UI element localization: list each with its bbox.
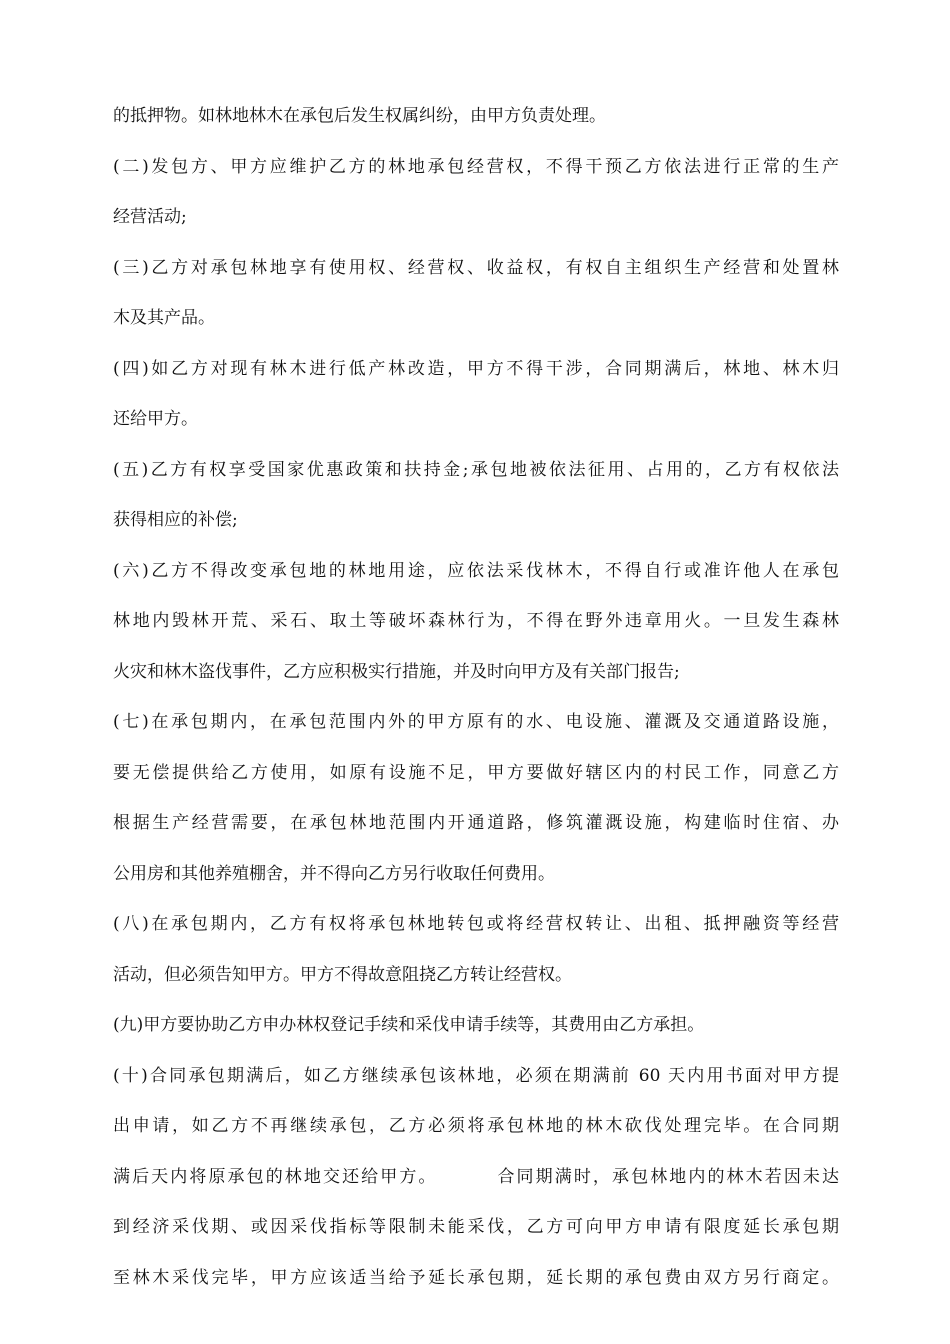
text-line: 满后天内将原承包的林地交还给甲方。 合同期满时，承包林地内的林木若因未达 (113, 1166, 839, 1187)
text-line: (八)在承包期内，乙方有权将承包林地转包或将经营权转让、出租、抵押融资等经营 (113, 914, 839, 934)
text-line: 活动，但必须告知甲方。甲方不得故意阻挠乙方转让经营权。 (113, 964, 572, 985)
text-line: (二)发包方、甲方应维护乙方的林地承包经营权，不得干预乙方依法进行正常的生产 (113, 156, 839, 177)
text-line: (五)乙方有权享受国家优惠政策和扶持金;承包地被依法征用、占用的，乙方有权依法 (113, 459, 839, 480)
text-line: 的抵押物。如林地林木在承包后发生权属纠纷，由甲方负责处理。 (113, 106, 606, 126)
text-line: (九)甲方要协助乙方申办林权登记手续和采伐申请手续等，其费用由乙方承担。 (113, 1015, 705, 1035)
text-line: (十)合同承包期满后，如乙方继续承包该林地，必须在期满前 60 天内用书面对甲方提 (113, 1065, 839, 1086)
text-line: 至林木采伐完毕，甲方应该适当给予延长承包期，延长期的承包费由双方另行商定。 (113, 1267, 839, 1288)
text-line: 火灾和林木盗伐事件，乙方应积极实行措施，并及时向甲方及有关部门报告; (113, 661, 680, 682)
text-line: (三)乙方对承包林地享有使用权、经营权、收益权，有权自主组织生产经营和处置林 (113, 257, 839, 278)
document-page (113, 91, 839, 1303)
text-line: 还给甲方。 (113, 409, 198, 429)
text-line: 公用房和其他养殖棚舍，并不得向乙方另行收取任何费用。 (113, 863, 555, 884)
text-line: 出申请，如乙方不再继续承包，乙方必须将承包林地的林木砍伐处理完毕。在合同期 (113, 1116, 839, 1136)
text-line: (六)乙方不得改变承包地的林地用途，应依法采伐林木，不得自行或准许他人在承包 (113, 560, 839, 581)
text-line: 根据生产经营需要，在承包林地范围内开通道路，修筑灌溉设施，构建临时住宿、办 (113, 813, 839, 833)
text-line: 木及其产品。 (113, 308, 215, 328)
text-line: 获得相应的补偿; (113, 510, 238, 530)
text-line: 经营活动; (113, 207, 187, 227)
text-line: (七)在承包期内，在承包范围内外的甲方原有的水、电设施、灌溉及交通道路设施， (113, 712, 839, 732)
text-line: (四)如乙方对现有林木进行低产林改造，甲方不得干涉，合同期满后，林地、林木归 (113, 358, 839, 379)
text-line: 要无偿提供给乙方使用，如原有设施不足，甲方要做好辖区内的村民工作，同意乙方 (113, 762, 839, 783)
text-line: 到经济采伐期、或因采伐指标等限制未能采伐，乙方可向甲方申请有限度延长承包期 (113, 1217, 839, 1237)
text-line: 林地内毁林开荒、采石、取土等破坏森林行为，不得在野外违章用火。一旦发生森林 (113, 611, 839, 631)
